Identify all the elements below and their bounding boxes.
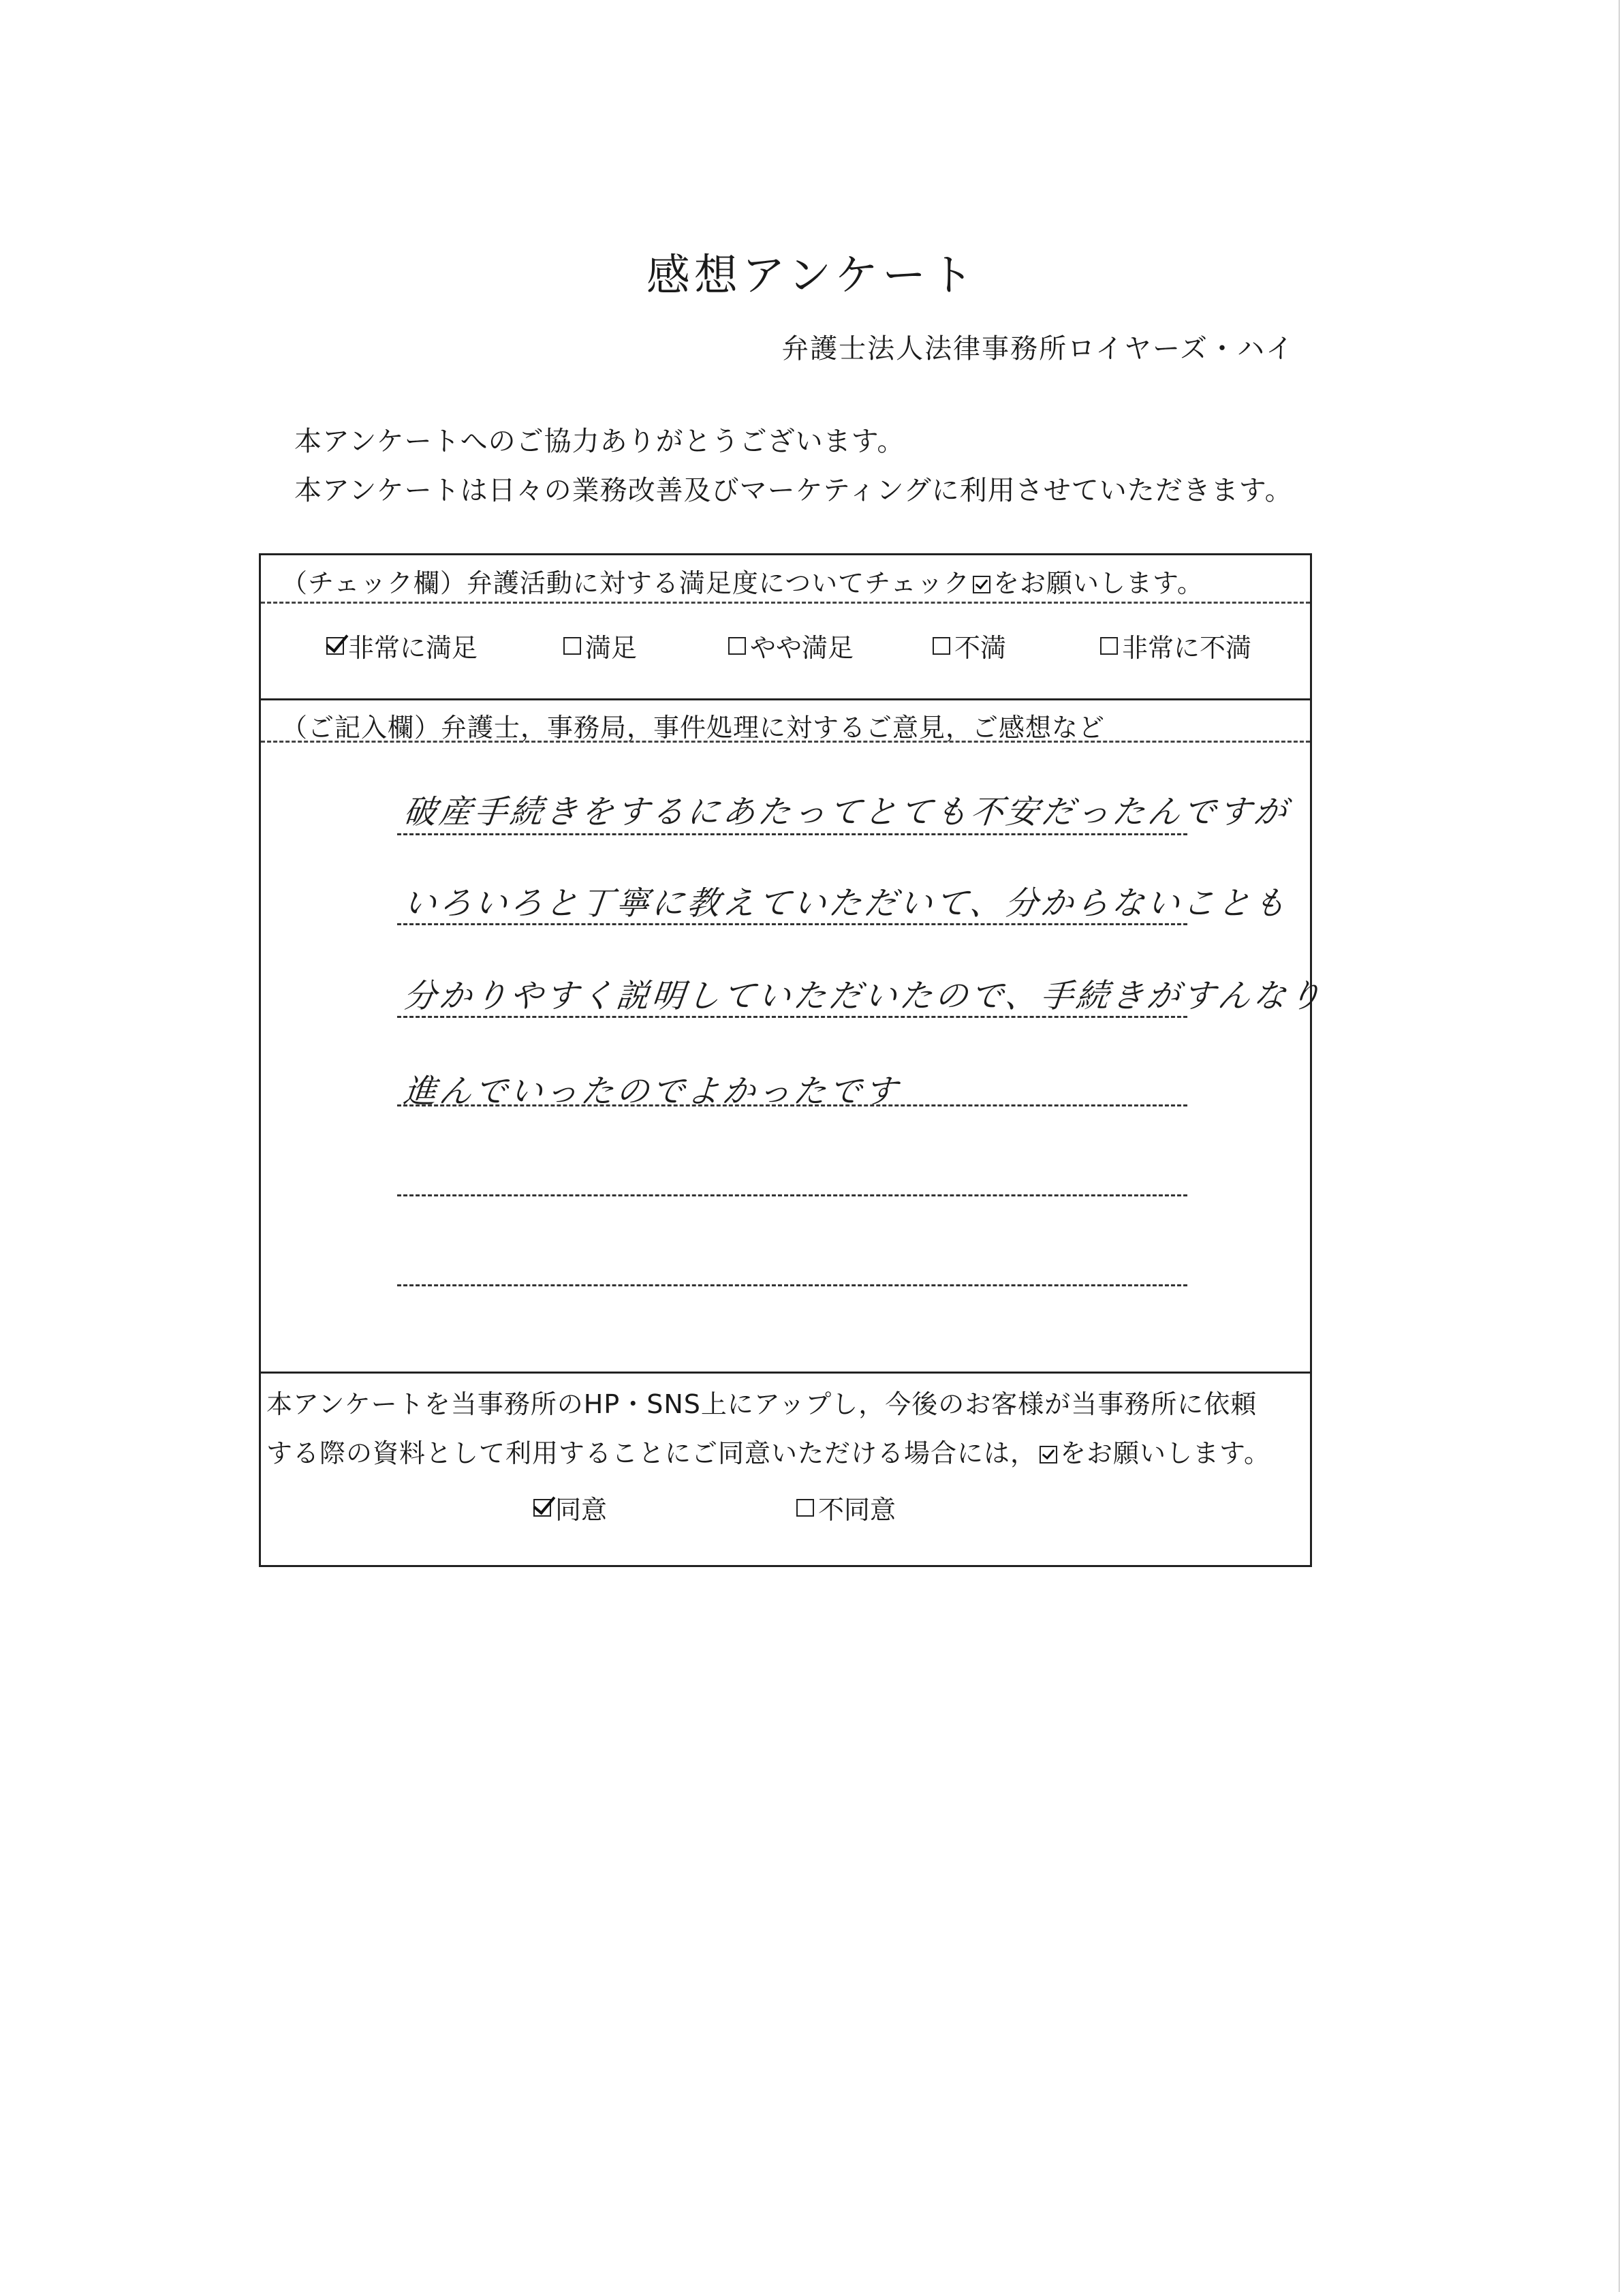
option-label: 同意 [555, 1495, 608, 1525]
divider [261, 602, 1310, 604]
option-satisfied[interactable] [563, 627, 637, 664]
divider [261, 1372, 1310, 1374]
consent-line [266, 1429, 1270, 1478]
checkbox-icon[interactable] [933, 637, 950, 655]
comment-section-label: （ご記入欄）弁護士，事務局，事件処理に対するご意見，ご感想など [281, 713, 1106, 743]
option-label: 非常に不満 [1122, 633, 1252, 663]
writing-line [397, 1194, 1187, 1196]
writing-line [397, 923, 1187, 925]
checked-box-icon [973, 576, 990, 593]
checkbox-icon[interactable] [728, 637, 746, 655]
checkbox-icon[interactable] [1100, 637, 1118, 655]
option-label: 非常に満足 [348, 633, 478, 663]
option-somewhat-satisfied[interactable] [728, 627, 854, 664]
option-label: やや満足 [750, 633, 854, 663]
checked-box-icon [1040, 1446, 1057, 1464]
check-label-text: をお願いします。 [993, 568, 1204, 598]
intro-line: 本アンケートは日々の業務改善及びマーケティングに利用させていただきます。 [294, 475, 1293, 506]
option-label: 満足 [585, 633, 638, 663]
writing-line [397, 1104, 1187, 1106]
comment-line: いろいろと丁寧に教えていただいて、分からないことも [401, 884, 1291, 923]
consent-text [266, 1380, 1270, 1478]
option-label: 不満 [954, 633, 1007, 663]
divider [261, 698, 1310, 700]
comment-line: 分かりやすく説明していただいたので、手続きがすんなり [401, 977, 1326, 1015]
intro-text [294, 417, 1293, 515]
option-agree[interactable] [533, 1489, 607, 1526]
firm-name: 弁護士法人法律事務所ロイヤーズ・ハイ [781, 333, 1294, 365]
checkbox-icon[interactable] [796, 1499, 814, 1517]
comment-line: 破産手続きをするにあたってとても不安だったんですが [401, 793, 1292, 831]
divider [261, 741, 1310, 743]
page-title: 感想アンケート [646, 250, 978, 301]
option-disagree[interactable] [796, 1489, 896, 1526]
survey-form [259, 553, 1326, 1567]
checkbox-icon[interactable] [533, 1499, 551, 1517]
option-dissatisfied[interactable] [933, 627, 1006, 664]
option-very-dissatisfied[interactable] [1100, 627, 1251, 664]
consent-text-part: する際の資料として利用することにご同意いただける場合には， [266, 1438, 1037, 1468]
checkbox-icon[interactable] [563, 637, 581, 655]
page-edge [1619, 0, 1620, 2292]
check-section-label [281, 562, 1204, 600]
writing-line [397, 1016, 1187, 1018]
check-label-text: （チェック欄）弁護活動に対する満足度についてチェック [281, 568, 970, 598]
writing-line [397, 833, 1187, 835]
option-label: 不同意 [818, 1495, 896, 1525]
consent-line: 本アンケートを当事務所のHP・SNS上にアップし，今後のお客様が当事務所に依頼 [266, 1389, 1258, 1419]
comment-line: 進んでいったのでよかったです [401, 1072, 902, 1111]
consent-text-part: をお願いします。 [1060, 1438, 1270, 1468]
intro-line: 本アンケートへのご協力ありがとうございます。 [294, 426, 905, 457]
writing-line [397, 1284, 1187, 1286]
option-very-satisfied[interactable] [326, 627, 478, 664]
checkbox-icon[interactable] [326, 637, 344, 655]
